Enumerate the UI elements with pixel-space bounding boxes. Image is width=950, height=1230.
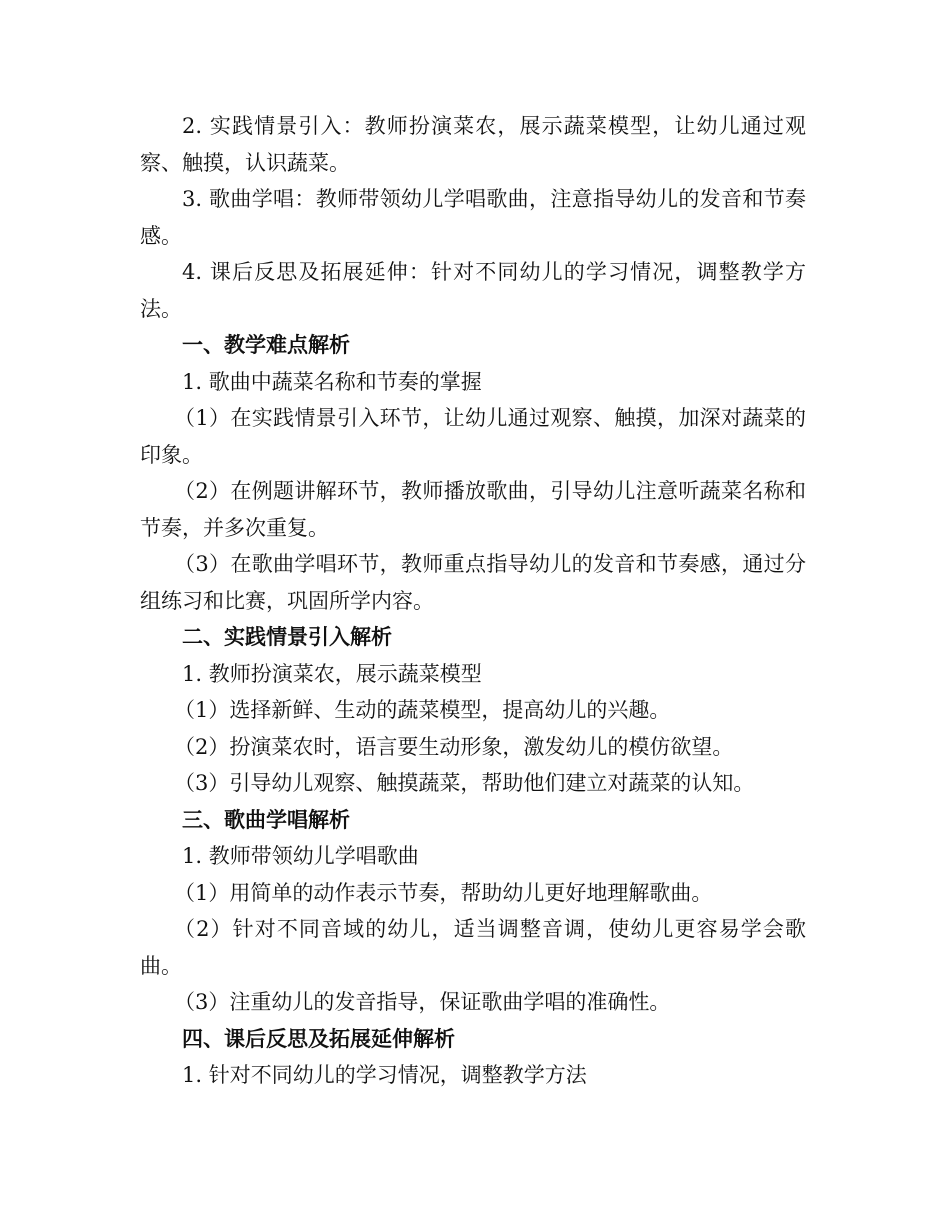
section-1-sub-3: （3）在歌曲学唱环节，教师重点指导幼儿的发音和节奏感，通过分组练习和比赛，巩固所学内容。 [140, 552, 806, 613]
section-heading-3: 三、歌曲学唱解析 [182, 806, 350, 832]
section-2-sub-3: （3）引导幼儿观察、触摸蔬菜，帮助他们建立对蔬菜的认知。 [174, 771, 755, 795]
section-heading-2: 二、实践情景引入解析 [182, 624, 392, 649]
step-3-paragraph: 3. 歌曲学唱：教师带领幼儿学唱歌曲，注意指导幼儿的发音和节奏感。 [140, 187, 806, 248]
document-body [140, 108, 806, 1094]
section-3-item-1: 1. 教师带领幼儿学唱歌曲 [182, 844, 419, 868]
section-1-sub-1: （1）在实践情景引入环节，让幼儿通过观察、触摸，加深对蔬菜的印象。 [140, 406, 806, 467]
section-1-sub-2: （2）在例题讲解环节，教师播放歌曲，引导幼儿注意听蔬菜名称和节奏，并多次重复。 [140, 479, 806, 540]
section-2-sub-1: （1）选择新鲜、生动的蔬菜模型，提高幼儿的兴趣。 [174, 698, 671, 722]
step-4-paragraph: 4. 课后反思及拓展延伸：针对不同幼儿的学习情况，调整教学方法。 [140, 260, 806, 321]
section-3-sub-2: （2）针对不同音域的幼儿，适当调整音调，使幼儿更容易学会歌曲。 [140, 917, 806, 978]
section-4-item-1: 1. 针对不同幼儿的学习情况，调整教学方法 [182, 1063, 587, 1087]
step-2-paragraph: 2. 实践情景引入：教师扮演菜农，展示蔬菜模型，让幼儿通过观察、触摸，认识蔬菜。 [140, 114, 806, 175]
section-2-sub-2: （2）扮演菜农时，语言要生动形象，激发幼儿的模仿欲望。 [174, 734, 734, 759]
section-heading-4: 四、课后反思及拓展延伸解析 [182, 1025, 455, 1051]
section-3-sub-1: （1）用简单的动作表示节奏，帮助幼儿更好地理解歌曲。 [174, 880, 713, 905]
section-2-item-1: 1. 教师扮演菜农，展示蔬菜模型 [182, 661, 482, 686]
section-3-sub-3: （3）注重幼儿的发音指导，保证歌曲学唱的准确性。 [174, 990, 671, 1014]
section-heading-1: 一、教学难点解析 [182, 332, 350, 357]
section-1-item-1: 1. 歌曲中蔬菜名称和节奏的掌握 [182, 369, 482, 394]
